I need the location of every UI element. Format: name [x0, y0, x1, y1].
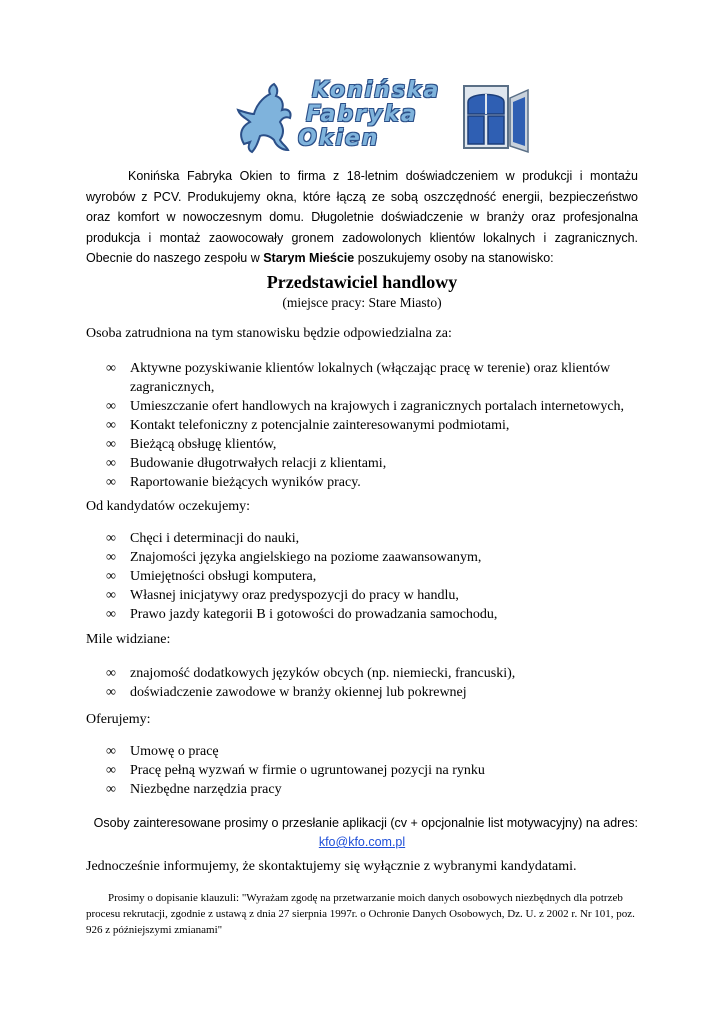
- offer-list: [86, 742, 646, 799]
- list-item: ∞ Bieżącą obsługę klientów,: [106, 437, 277, 452]
- gdpr-clause: Prosimy o dopisanie klauzuli: "Wyrażam zgodę na przetwarzanie moich danych osobowych niezbędnych dla potrzeb procesu rekrutacji, zgodnie z ustawą z dnia 27 sierpnia 1997r. o Ochronie Danych Osobowych, Dz. U. z 2002 r. Nr 101, poz. 926 z późniejszymi zmianami": [86, 892, 635, 936]
- responsibilities-list: [86, 359, 646, 492]
- closing-note: Jednocześnie informujemy, że skontaktujemy się wyłącznie z wybranymi kandydatami.: [86, 859, 577, 874]
- contact-text: Osoby zainteresowane prosimy o przesłanie aplikacji (cv + opcjonalnie list motywacyjny) na adres:: [93, 816, 638, 830]
- list-item: ∞ Budowanie długotrwałych relacji z klientami,: [106, 456, 387, 471]
- list-item: ∞ Raportowanie bieżących wyników pracy.: [106, 475, 361, 490]
- intro-text-before: Konińska Fabryka Okien to firma z 18-letnim doświadczeniem w produkcji i montażu wyrobów z PCV. Produkujemy okna, które łączą ze sobą oszczędność energii, bezpieczeństwo oraz komfort w nowoczesnym domu. Długoletnie doświadczenie w branży oraz profesjonalna produkcja i montaż zaowocowały gronem zadowolonych klientów lokalnych i zagranicznych. Obecnie do naszego zespołu w: [86, 169, 638, 265]
- logo-line-1: Konińska: [312, 78, 441, 103]
- logo-line-3: Okien: [298, 126, 380, 151]
- horse-icon: [238, 84, 291, 152]
- email-link[interactable]: kfo@kfo.com.pl: [318, 835, 406, 849]
- intro-text-after: poszukujemy osoby na stanowisko:: [354, 251, 554, 265]
- bullet-icon: ∞: [106, 531, 116, 546]
- expectations-list: [86, 529, 646, 624]
- job-title: Przedstawiciel handlowy: [266, 272, 458, 292]
- bullet-icon: ∞: [106, 607, 116, 622]
- bullet-icon: ∞: [106, 744, 116, 759]
- intro-location: Starym Mieście: [263, 251, 355, 265]
- intro-paragraph: [86, 166, 638, 269]
- list-item: ∞ Własnej inicjatywy oraz predyspozycji do pracy w handlu,: [106, 588, 459, 603]
- nice-to-have-heading: Mile widziane:: [86, 632, 171, 647]
- logo-line-2: Fabryka: [306, 102, 418, 127]
- list-item: ∞ Pracę pełną wyzwań w firmie o ugruntowanej pozycji na rynku: [106, 763, 485, 778]
- list-item: ∞ Umieszczanie ofert handlowych na krajowych i zagranicznych portalach internetowych,: [106, 399, 625, 414]
- bullet-icon: ∞: [106, 361, 116, 376]
- responsibilities-heading: Osoba zatrudniona na tym stanowisku będzie odpowiedzialna za:: [86, 326, 452, 341]
- list-item: ∞ znajomość dodatkowych języków obcych (np. niemiecki, francuski),: [106, 666, 516, 681]
- bullet-icon: ∞: [106, 418, 116, 433]
- list-item: ∞ doświadczenie zawodowe w branży okiennej lub pokrewnej: [106, 685, 467, 700]
- bullet-icon: ∞: [106, 588, 116, 603]
- email-line: [86, 832, 638, 852]
- list-item: ∞ Znajomości języka angielskiego na poziome zaawansowanym,: [106, 550, 482, 565]
- bullet-icon: ∞: [106, 437, 116, 452]
- list-item: ∞ Niezbędne narzędzia pracy: [106, 782, 282, 797]
- window-icon: [464, 86, 528, 152]
- list-item: ∞ Aktywne pozyskiwanie klientów lokalnych (włączając pracę w terenie) oraz klientów zagranicznych,: [106, 361, 611, 395]
- bullet-icon: ∞: [106, 782, 116, 797]
- bullet-icon: ∞: [106, 763, 116, 778]
- list-item: ∞ Chęci i determinacji do nauki,: [106, 531, 300, 546]
- bullet-icon: ∞: [106, 475, 116, 490]
- bullet-icon: ∞: [106, 685, 116, 700]
- company-logo: [232, 78, 532, 154]
- bullet-icon: ∞: [106, 666, 116, 681]
- expectations-heading: Od kandydatów oczekujemy:: [86, 499, 251, 514]
- bullet-icon: ∞: [106, 569, 116, 584]
- list-item: ∞ Kontakt telefoniczny z potencjalnie zainteresowanymi podmiotami,: [106, 418, 510, 433]
- list-item: ∞ Umowę o pracę: [106, 744, 219, 759]
- bullet-icon: ∞: [106, 399, 116, 414]
- bullet-icon: ∞: [106, 550, 116, 565]
- nice-to-have-list: [86, 664, 646, 702]
- offer-heading: Oferujemy:: [86, 712, 151, 727]
- list-item: ∞ Prawo jazdy kategorii B i gotowości do prowadzania samochodu,: [106, 607, 498, 622]
- list-item: ∞ Umiejętności obsługi komputera,: [106, 569, 317, 584]
- job-location: (miejsce pracy: Stare Miasto): [282, 295, 442, 310]
- bullet-icon: ∞: [106, 456, 116, 471]
